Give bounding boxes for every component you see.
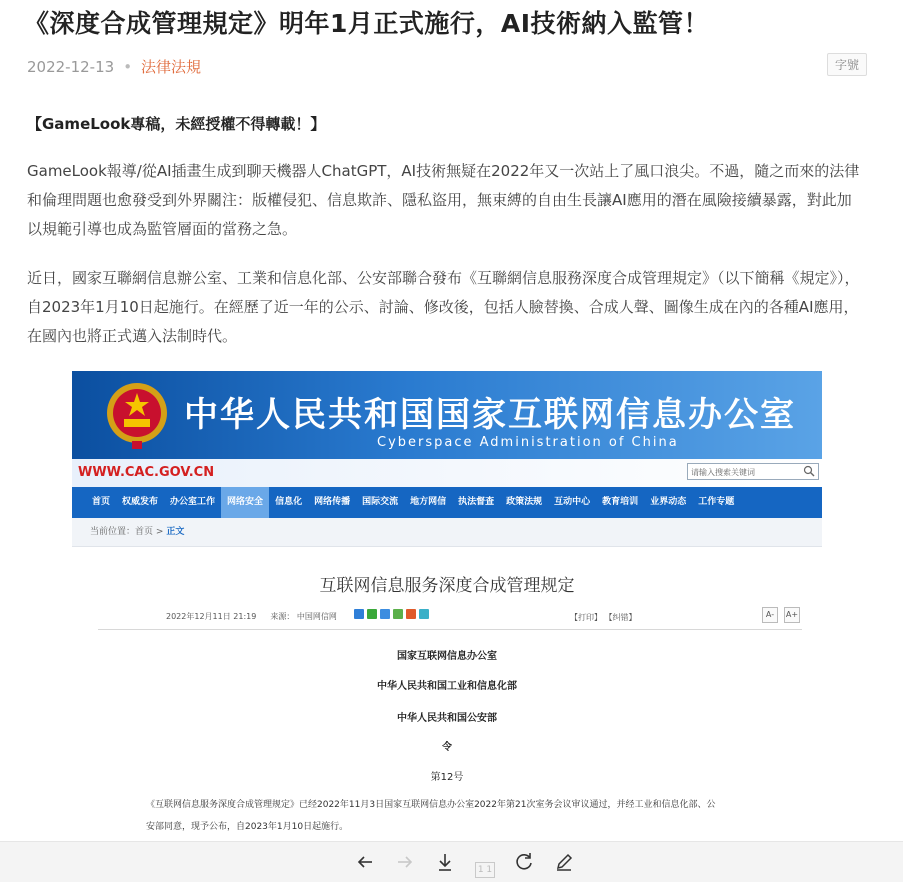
order-body-line: 《互联网信息服务深度合成管理规定》已经2022年11月3日国家互联网信息办公室2022年第21次室务会议审议通过，并经工业和信息化部、公	[146, 800, 716, 810]
document-source: 来源： 中国网信网	[270, 612, 337, 621]
order-word: 令	[442, 742, 452, 753]
nav-item[interactable]: 业界动态	[650, 497, 687, 507]
site-subtitle: Cyberspace Administration of China	[377, 435, 679, 450]
zoom-buttons	[762, 607, 800, 623]
download-icon[interactable]	[434, 851, 456, 873]
search-input[interactable]	[687, 463, 819, 480]
order-number: 第12号	[430, 772, 464, 783]
nav-item[interactable]: 网络安全	[221, 487, 269, 518]
nav-item[interactable]: 政策法规	[506, 497, 543, 507]
department-name: 中华人民共和国公安部	[397, 713, 497, 724]
category-link[interactable]: 法律法規	[141, 58, 202, 76]
nav-item[interactable]: 网络传播	[314, 497, 351, 507]
nav-item[interactable]: 互动中心	[554, 497, 591, 507]
arrow-right-icon[interactable]	[394, 851, 416, 873]
site-banner	[72, 371, 822, 459]
search-placeholder: 请输入搜索关键词	[691, 468, 755, 477]
site-url: WWW.CAC.GOV.CN	[78, 465, 215, 480]
zoom-in-button[interactable]: A+	[784, 607, 800, 623]
nav-item[interactable]: 权威发布	[122, 497, 159, 507]
breadcrumb-separator: >	[155, 527, 164, 537]
zoom-out-button[interactable]: A-	[762, 607, 778, 623]
site-title: 中华人民共和国国家互联网信息办公室	[184, 395, 796, 435]
document-title: 互联网信息服务深度合成管理规定	[319, 576, 575, 596]
article-title: 《深度合成管理規定》明年1月正式施行，AI技術納入監管！	[24, 9, 710, 38]
nav-item[interactable]: 执法督查	[458, 497, 495, 507]
nav-item[interactable]: 办公室工作	[170, 497, 216, 507]
nav-item[interactable]: 信息化	[275, 497, 303, 507]
national-emblem-icon	[102, 379, 172, 451]
divider	[98, 629, 802, 630]
page-icon[interactable]: 1 1	[475, 862, 495, 878]
department-name: 国家互联网信息办公室	[397, 651, 497, 662]
url-bar	[72, 459, 822, 487]
arrow-left-icon[interactable]	[354, 851, 376, 873]
nav-item[interactable]: 首页	[92, 497, 111, 507]
nav-item[interactable]: 工作专题	[698, 497, 735, 507]
share-wechat-icon[interactable]	[367, 609, 377, 619]
share-icons	[354, 609, 429, 619]
share-plus-icon[interactable]	[354, 609, 364, 619]
article-meta	[27, 56, 201, 77]
breadcrumb-home[interactable]: 首页	[135, 527, 154, 537]
article-paragraph: GameLook報導/從AI插畫生成到聊天機器人ChatGPT，AI技術無疑在2022年又一次站上了風口浪尖。不過，隨之而來的法律和倫理問題也愈發受到外界關注：版權侵犯、信息欺詐、隱私盜用，無束縛的自由生長讓AI應用的潛在風險接續暴露，對此加以規範引導也成為監管層面的當務之急。	[27, 162, 860, 238]
embedded-screenshot	[72, 371, 822, 841]
site-nav	[72, 487, 822, 518]
article-paragraph: 近日，國家互聯網信息辦公室、工業和信息化部、公安部聯合發布《互聯網信息服務深度合成管理規定》（以下簡稱《規定》），自2023年1月10日起施行。在經歷了近一年的公示、討論、修改後，包括人臉替換、合成人聲、圖像生成在內的各種AI應用，在國內也將正式邁入法制時代。	[27, 269, 860, 345]
meta-separator: •	[123, 58, 133, 76]
print-links[interactable]: 【打印】 【纠错】	[570, 613, 637, 622]
copyright-notice: 【GameLook專稿，未經授權不得轉載！】	[27, 115, 326, 133]
nav-item[interactable]: 地方网信	[410, 497, 447, 507]
font-size-button[interactable]: 字號	[827, 53, 867, 76]
publish-date: 2022-12-13	[27, 58, 115, 76]
edit-icon[interactable]	[553, 851, 575, 873]
refresh-icon[interactable]	[513, 851, 535, 873]
share-weibo-icon[interactable]	[380, 609, 390, 619]
department-name: 中华人民共和国工业和信息化部	[377, 681, 517, 692]
nav-item[interactable]: 国际交流	[362, 497, 399, 507]
document-meta	[166, 611, 337, 622]
share-qzone-icon[interactable]	[393, 609, 403, 619]
bottom-toolbar	[0, 841, 903, 882]
document-date: 2022年12月11日 21:19	[166, 612, 257, 621]
order-body-line: 安部同意，现予公布，自2023年1月10日起施行。	[146, 822, 349, 832]
nav-item[interactable]: 教育培训	[602, 497, 639, 507]
share-tencent-icon[interactable]	[419, 609, 429, 619]
breadcrumb	[72, 518, 822, 547]
share-renren-icon[interactable]	[406, 609, 416, 619]
breadcrumb-current: 正文	[166, 527, 185, 537]
search-icon[interactable]	[803, 465, 815, 477]
breadcrumb-prefix: 当前位置：	[90, 527, 136, 537]
